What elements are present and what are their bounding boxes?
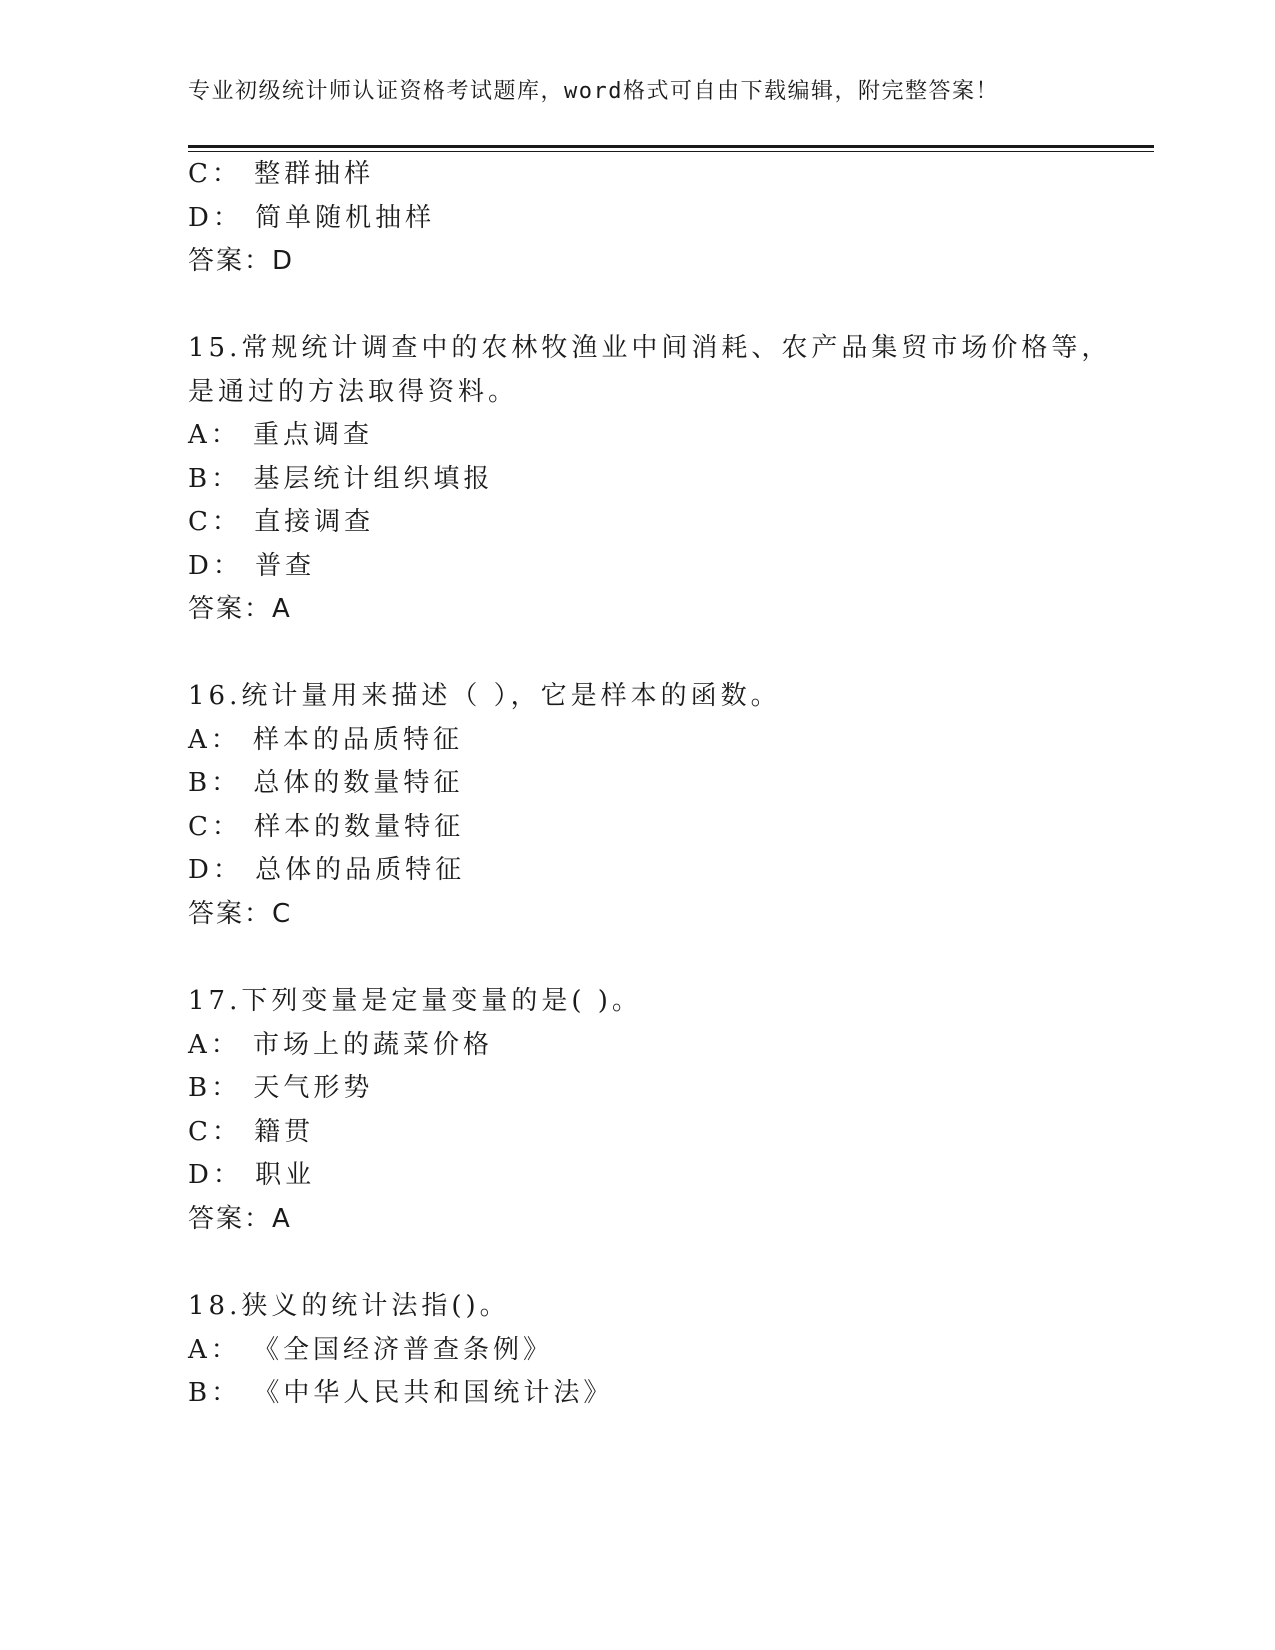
q15-option-b: B： 基层统计组织填报: [188, 464, 494, 494]
q17-stem: 17.下列变量是定量变量的是( )。: [188, 986, 642, 1016]
q16-option-d: D： 总体的品质特征: [188, 855, 466, 885]
q17-option-b: B： 天气形势: [188, 1073, 374, 1103]
header-rule-thin: [188, 151, 1154, 152]
q16-option-c: C： 样本的数量特征: [188, 812, 465, 842]
q18-stem: 18.狭义的统计法指()。: [188, 1291, 510, 1321]
q14-option-c: C： 整群抽样: [188, 159, 375, 189]
q18-option-b: B： 《中华人民共和国统计法》: [188, 1378, 614, 1408]
page-header: 专业初级统计师认证资格考试题库，word格式可自由下载编辑，附完整答案！: [188, 79, 999, 104]
q18-option-a: A： 《全国经济普查条例》: [188, 1335, 554, 1365]
header-rule-thick: [188, 145, 1154, 148]
q17-option-a: A： 市场上的蔬菜价格: [188, 1030, 494, 1060]
q15-option-d: D： 普查: [188, 551, 316, 581]
q15-answer: 答案：A: [188, 594, 292, 624]
q15-option-a: A： 重点调查: [188, 420, 374, 450]
q15-stem-line2: 是通过的方法取得资料。: [188, 377, 519, 407]
q17-answer: 答案：A: [188, 1204, 292, 1234]
q16-option-b: B： 总体的数量特征: [188, 768, 464, 798]
q14-option-d: D： 简单随机抽样: [188, 203, 436, 233]
q15-stem-line1: 15.常规统计调查中的农林牧渔业中间消耗、农产品集贸市场价格等，: [188, 333, 1112, 363]
q16-option-a: A： 样本的品质特征: [188, 725, 464, 755]
q16-stem: 16.统计量用来描述（ ），它是样本的函数。: [188, 681, 781, 711]
q17-option-c: C： 籍贯: [188, 1117, 315, 1147]
q17-option-d: D： 职业: [188, 1160, 316, 1190]
q16-answer: 答案：C: [188, 899, 293, 929]
q14-answer: 答案：D: [188, 246, 295, 276]
q15-option-c: C： 直接调查: [188, 507, 375, 537]
